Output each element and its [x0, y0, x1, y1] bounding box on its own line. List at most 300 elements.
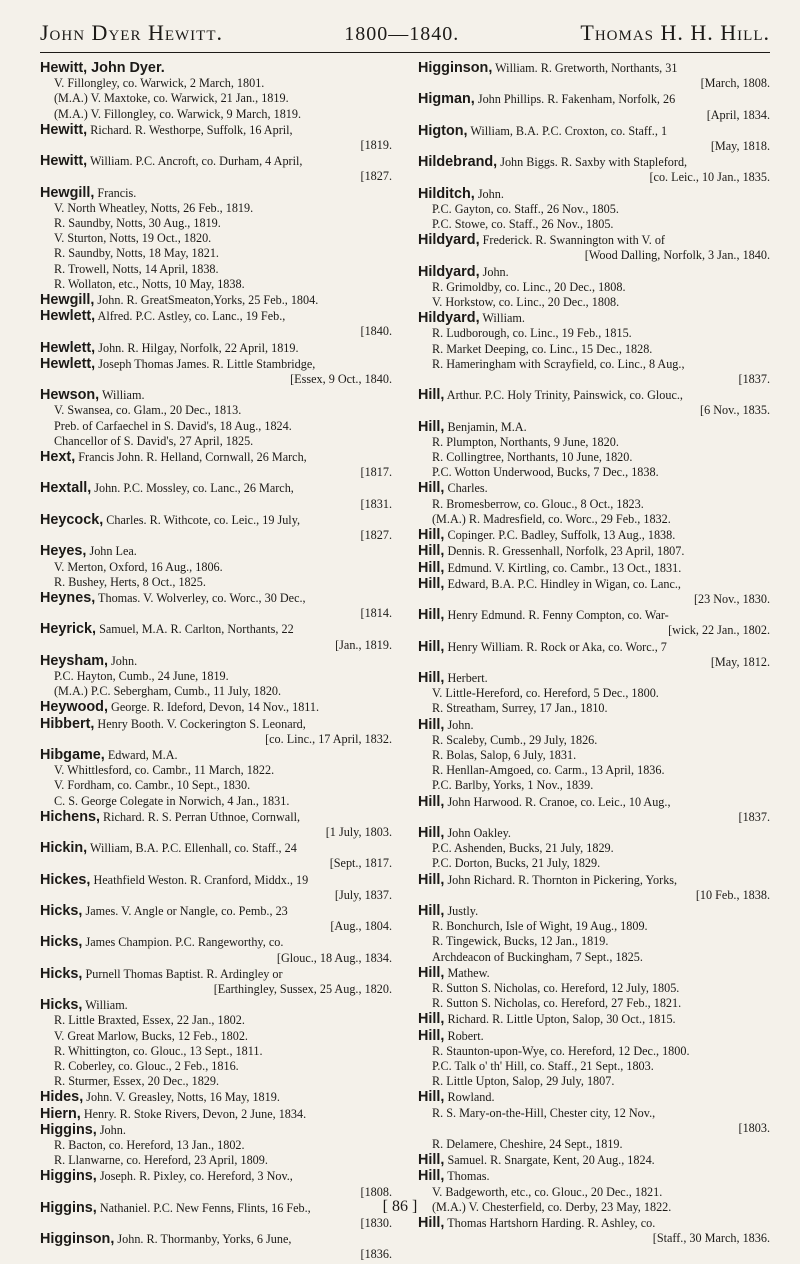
appointment-line: P.C. Barlby, Yorks, 1 Nov., 1839. — [432, 778, 594, 793]
appointment-line: (M.A.) V. Maxtoke, co. Warwick, 21 Jan., 1819. — [54, 91, 289, 106]
entry-text: Richard. R. S. Perran Uthnoe, Cornwall, — [99, 809, 301, 824]
date-continuation: [March, 1808. — [700, 76, 770, 91]
register-entry — [40, 748, 392, 809]
entry-text: Copinger. P.C. Badley, Suffolk, 13 Aug., 1838. — [444, 528, 676, 543]
appointment-line: (M.A.) R. Madresfield, co. Worc., 29 Feb., 1832. — [432, 511, 671, 526]
clergy-name: Heywood, — [40, 699, 108, 716]
entry-text: John. — [474, 186, 504, 201]
appointment-line: R. Little Braxted, Essex, 22 Jan., 1802. — [54, 1013, 245, 1028]
clergy-name: Heyes, — [40, 543, 87, 560]
clergy-name: Hill, — [418, 716, 445, 733]
register-entry — [40, 293, 392, 308]
entry-heading — [40, 591, 392, 606]
register-entry — [40, 1232, 392, 1262]
entry-text: William. R. Gretworth, Northants, 31 — [492, 61, 678, 75]
entry-heading — [40, 1169, 392, 1184]
date-continuation: [May, 1812. — [710, 654, 770, 669]
register-entry — [418, 124, 770, 154]
entry-heading — [418, 966, 770, 981]
register-entry — [40, 1169, 392, 1199]
entry-heading — [40, 967, 392, 982]
appointment-line: P.C. Dorton, Bucks, 21 July, 1829. — [432, 856, 601, 871]
date-continuation: [Glouc., 18 Aug., 1834. — [276, 950, 392, 965]
entry-heading — [40, 293, 392, 308]
entry-text: Charles. R. Withcote, co. Leic., 19 July, — [103, 512, 301, 527]
appointment-line: R. Saundby, Notts, 18 May, 1821. — [54, 246, 219, 261]
running-header — [40, 20, 770, 53]
entry-heading — [40, 481, 392, 496]
entry-heading — [418, 561, 770, 576]
entry-heading — [418, 528, 770, 543]
date-continuation: [1840. — [360, 324, 392, 339]
register-entry — [40, 998, 392, 1089]
entry-heading — [418, 795, 770, 810]
register-entry — [40, 841, 392, 871]
register-entry — [418, 671, 770, 717]
appointment-line: V. Merton, Oxford, 16 Aug., 1806. — [54, 559, 223, 574]
date-continuation: [co. Leic., 10 Jan., 1835. — [649, 170, 770, 185]
register-entry — [40, 154, 392, 184]
date-continuation: [1837. — [738, 372, 770, 387]
entry-heading — [418, 233, 770, 248]
clergy-name: Hides, — [40, 1089, 84, 1106]
register-entry — [418, 388, 770, 418]
date-continuation: [co. Linc., 17 April, 1832. — [265, 731, 392, 746]
clergy-name: Hibgame, — [40, 746, 105, 763]
register-entry — [40, 450, 392, 480]
entry-heading — [418, 1012, 770, 1027]
entry-text: John. — [108, 653, 138, 668]
entry-text: William. P.C. Ancroft, co. Durham, 4 April, — [87, 154, 303, 169]
clergy-name: Hill, — [418, 669, 445, 686]
entry-heading — [418, 1216, 770, 1231]
entry-heading — [418, 608, 770, 623]
entry-heading — [40, 1123, 392, 1138]
entry-text: Edmund. V. Kirtling, co. Cambr., 13 Oct., 1831. — [444, 560, 682, 575]
register-entry — [418, 1090, 770, 1136]
appointment-line: R. Bromesberrow, co. Glouc., 8 Oct., 1823. — [432, 496, 644, 511]
register-entry — [418, 61, 770, 91]
entry-text: John Harwood. R. Cranoe, co. Leic., 10 Aug., — [444, 794, 671, 809]
entry-text: John Lea. — [86, 544, 137, 559]
entry-text: William. — [99, 388, 145, 403]
entry-text: Alfred. P.C. Astley, co. Lanc., 19 Feb., — [95, 309, 286, 324]
entry-heading — [40, 154, 392, 169]
register-entry — [418, 904, 770, 965]
register-entry — [40, 123, 392, 153]
entry-heading — [40, 544, 392, 559]
clergy-name: Hill, — [418, 543, 445, 560]
register-entry — [418, 481, 770, 527]
entry-text: John. — [96, 1122, 126, 1137]
header-left: John Dyer Hewitt. — [40, 20, 223, 45]
entry-heading — [418, 718, 770, 733]
appointment-line: (M.A.) V. Chesterfield, co. Derby, 23 May, 1822. — [432, 1199, 672, 1214]
register-entry — [418, 795, 770, 825]
entry-text: Henry Edmund. R. Fenny Compton, co. War- — [444, 608, 669, 623]
clergy-name: Hext, — [40, 449, 76, 466]
clergy-name: Hilditch, — [418, 185, 475, 202]
register-entry — [418, 966, 770, 1012]
clergy-name: Hewitt, John Dyer. — [40, 60, 165, 76]
appointment-line: R. Bushey, Herts, 8 Oct., 1825. — [54, 574, 206, 589]
appointment-line: V. Whittlesford, co. Cambr., 11 March, 1822. — [54, 763, 275, 778]
appointment-line: R. S. Mary-on-the-Hill, Chester city, 12 Nov., — [432, 1105, 656, 1120]
date-continuation: [Earthingley, Sussex, 25 Aug., 1820. — [213, 981, 392, 996]
date-continuation: [1817. — [360, 465, 392, 480]
register-entry — [418, 528, 770, 543]
entry-text: John Richard. R. Thornton in Pickering, Yorks, — [444, 872, 678, 887]
date-continuation: [May, 1818. — [710, 139, 770, 154]
appointment-line: C. S. George Colegate in Norwich, 4 Jan., 1831. — [54, 793, 290, 808]
register-entry — [40, 309, 392, 339]
clergy-name: Hill, — [418, 1011, 445, 1028]
entry-heading — [40, 1232, 392, 1247]
appointment-line: R. Ludborough, co. Linc., 19 Feb., 1815. — [432, 326, 632, 341]
date-continuation: [1819. — [360, 138, 392, 153]
entry-text: Arthur. P.C. Holy Trinity, Painswick, co. Glouc., — [444, 388, 683, 403]
header-right: Thomas H. H. Hill. — [580, 20, 770, 45]
register-entry — [418, 92, 770, 122]
entry-text: Edward, B.A. P.C. Hindley in Wigan, co. Lanc., — [444, 576, 681, 591]
clergy-name: Hildyard, — [418, 232, 480, 249]
appointment-line: R. Bonchurch, Isle of Wight, 19 Aug., 1809. — [432, 919, 648, 934]
entry-text: Frederick. R. Swannington with V. of — [479, 233, 665, 248]
appointment-line: R. Trowell, Notts, 14 April, 1838. — [54, 261, 219, 276]
clergy-name: Hibbert, — [40, 715, 95, 732]
appointment-line: R. Sutton S. Nicholas, co. Hereford, 12 July, 1805. — [432, 980, 680, 995]
register-entry — [40, 622, 392, 652]
entry-text: Joseph. R. Pixley, co. Hereford, 3 Nov., — [96, 1169, 293, 1184]
clergy-name: Hill, — [418, 1152, 445, 1169]
entry-text: John. V. Greasley, Notts, 16 May, 1819. — [83, 1090, 280, 1105]
clergy-name: Hextall, — [40, 480, 92, 497]
entry-heading — [418, 1153, 770, 1168]
entry-text: Richard. R. Little Upton, Salop, 30 Oct., 1815. — [444, 1012, 676, 1027]
clergy-name: Hewlett, — [40, 308, 96, 325]
entry-text: Joseph Thomas James. R. Little Stambridge, — [95, 356, 316, 371]
register-entry — [418, 1137, 770, 1152]
register-entry — [418, 561, 770, 576]
appointment-line: V. Great Marlow, Bucks, 12 Feb., 1802. — [54, 1028, 248, 1043]
entry-heading — [40, 654, 392, 669]
clergy-name: Hill, — [418, 902, 445, 919]
appointment-line: V. Horkstow, co. Linc., 20 Dec., 1808. — [432, 295, 620, 310]
entry-heading — [40, 998, 392, 1013]
register-entry — [40, 700, 392, 715]
register-entry — [418, 577, 770, 607]
entry-text: Henry. R. Stoke Rivers, Devon, 2 June, 1834. — [80, 1106, 307, 1121]
register-entry — [418, 233, 770, 263]
clergy-name: Hewgill, — [40, 292, 95, 309]
entry-heading — [40, 186, 392, 201]
entry-columns — [40, 61, 770, 1264]
register-entry — [40, 1107, 392, 1122]
date-continuation: [1827. — [360, 169, 392, 184]
register-entry — [418, 718, 770, 794]
register-entry — [40, 717, 392, 747]
entry-heading — [418, 1029, 770, 1044]
date-continuation: [Aug., 1804. — [330, 919, 392, 934]
entry-heading — [40, 341, 392, 356]
clergy-name: Heynes, — [40, 589, 96, 606]
register-entry — [40, 967, 392, 997]
appointment-line: R. Grimoldby, co. Linc., 20 Dec., 1808. — [432, 279, 626, 294]
clergy-name: Hill, — [418, 607, 445, 624]
appointment-line: R. Tingewick, Bucks, 12 Jan., 1819. — [432, 934, 609, 949]
clergy-name: Hicks, — [40, 902, 83, 919]
entry-heading — [40, 717, 392, 732]
appointment-line: P.C. Gayton, co. Staff., 26 Nov., 1805. — [432, 201, 619, 216]
clergy-name: Hildyard, — [418, 310, 480, 327]
clergy-name: Hill, — [418, 387, 445, 404]
appointment-line: R. Scaleby, Cumb., 29 July, 1826. — [432, 732, 598, 747]
register-entry — [418, 640, 770, 670]
entry-heading — [40, 810, 392, 825]
date-continuation: [wick, 22 Jan., 1802. — [668, 623, 770, 638]
register-entry — [40, 591, 392, 621]
clergy-name: Hewson, — [40, 387, 100, 404]
clergy-name: Hill, — [418, 824, 445, 841]
clergy-name: Hichens, — [40, 808, 100, 825]
appointment-line: R. Collingtree, Northants, 10 June, 1820. — [432, 450, 633, 465]
left-column — [40, 61, 392, 1264]
entry-text: Nathaniel. P.C. New Fenns, Flints, 16 Feb., — [96, 1200, 311, 1215]
appointment-line: R. Wollaton, etc., Notts, 10 May, 1838. — [54, 276, 245, 291]
register-entry — [418, 265, 770, 311]
entry-heading — [418, 904, 770, 919]
register-entry — [40, 654, 392, 700]
entry-text: John. R. GreatSmeaton,Yorks, 25 Feb., 1804. — [94, 293, 319, 308]
clergy-name: Higgins, — [40, 1121, 97, 1138]
register-entry — [418, 1153, 770, 1168]
date-continuation: [Jan., 1819. — [335, 637, 392, 652]
clergy-name: Hill, — [418, 871, 445, 888]
appointment-line: (M.A.) P.C. Sebergham, Cumb., 11 July, 1820. — [54, 684, 282, 699]
register-entry — [40, 1090, 392, 1105]
date-continuation: [Essex, 9 Oct., 1840. — [290, 372, 392, 387]
entry-heading — [40, 841, 392, 856]
entry-text: John. R. Hilgay, Norfolk, 22 April, 1819. — [95, 340, 299, 355]
register-entry — [40, 61, 392, 122]
entry-text: John Oakley. — [444, 825, 511, 840]
entry-text: John Phillips. R. Fakenham, Norfolk, 26 — [474, 92, 676, 107]
clergy-name: Hewitt, — [40, 121, 88, 138]
appointment-line: R. Market Deeping, co. Linc., 15 Dec., 1828. — [432, 341, 653, 356]
clergy-name: Higginson, — [40, 1231, 115, 1248]
entry-heading — [40, 1107, 392, 1122]
entry-heading — [418, 671, 770, 686]
appointment-line: R. Little Upton, Salop, 29 July, 1807. — [432, 1074, 615, 1089]
clergy-name: Hill, — [418, 527, 445, 544]
register-entry — [40, 341, 392, 356]
entry-text: James Champion. P.C. Rangeworthy, co. — [82, 935, 284, 950]
register-entry — [40, 1123, 392, 1169]
clergy-name: Higton, — [418, 122, 468, 139]
date-continuation: [23 Nov., 1830. — [693, 591, 770, 606]
clergy-name: Higman, — [418, 91, 475, 108]
appointment-line: R. Saundby, Notts, 30 Aug., 1819. — [54, 216, 221, 231]
entry-heading — [418, 388, 770, 403]
entry-heading — [40, 357, 392, 372]
register-entry — [40, 357, 392, 387]
appointment-line: V. Swansea, co. Glam., 20 Dec., 1813. — [54, 403, 242, 418]
entry-heading — [40, 622, 392, 637]
date-continuation: [1830. — [360, 1216, 392, 1231]
date-continuation: [1837. — [738, 809, 770, 824]
entry-heading — [40, 904, 392, 919]
entry-text: William, B.A. P.C. Croxton, co. Staff., 1 — [467, 123, 668, 138]
clergy-name: Hill, — [418, 418, 445, 435]
clergy-name: Higginson, — [418, 60, 493, 76]
entry-heading — [418, 577, 770, 592]
register-entry — [40, 935, 392, 965]
register-entry — [418, 420, 770, 481]
register-entry — [418, 1216, 770, 1246]
entry-text: Thomas Hartshorn Harding. R. Ashley, co. — [444, 1216, 656, 1231]
clergy-name: Hill, — [418, 480, 445, 497]
entry-text: Thomas. V. Wolverley, co. Worc., 30 Dec., — [95, 590, 306, 605]
clergy-name: Hewlett, — [40, 339, 96, 356]
clergy-name: Hewitt, — [40, 153, 88, 170]
clergy-name: Hill, — [418, 575, 445, 592]
clergy-name: Hiern, — [40, 1105, 81, 1122]
entry-heading — [418, 481, 770, 496]
appointment-line: R. Staunton-upon-Wye, co. Hereford, 12 Dec., 1800. — [432, 1043, 690, 1058]
register-entry — [418, 826, 770, 872]
date-continuation: [Staff., 30 March, 1836. — [652, 1231, 770, 1246]
date-continuation: [1831. — [360, 496, 392, 511]
entry-text: John. — [479, 264, 509, 279]
entry-heading — [40, 935, 392, 950]
entry-text: Richard. R. Westhorpe, Suffolk, 16 April, — [87, 122, 293, 137]
entry-text: Herbert. — [444, 670, 488, 685]
appointment-line: R. Hameringham with Scrayfield, co. Linc., 8 Aug., — [432, 356, 685, 371]
register-entry — [40, 904, 392, 934]
entry-text: John. R. Thormanby, Yorks, 6 June, — [114, 1232, 292, 1247]
date-continuation: [10 Feb., 1838. — [695, 887, 770, 902]
appointment-line: P.C. Stowe, co. Staff., 26 Nov., 1805. — [432, 217, 614, 232]
clergy-name: Hickes, — [40, 871, 91, 888]
appointment-line: V. Sturton, Notts, 19 Oct., 1820. — [54, 231, 212, 246]
register-entry — [40, 481, 392, 511]
appointment-line: R. Streatham, Surrey, 17 Jan., 1810. — [432, 701, 608, 716]
register-entry — [418, 1029, 770, 1090]
appointment-line: R. Henllan-Amgoed, co. Carm., 13 April, 1836. — [432, 763, 665, 778]
clergy-name: Hill, — [418, 1168, 445, 1185]
clergy-name: Hicks, — [40, 997, 83, 1014]
appointment-line: P.C. Talk o' th' Hill, co. Staff., 21 Sept., 1803. — [432, 1059, 654, 1073]
entry-text: Edward, M.A. — [104, 747, 178, 762]
date-continuation: [6 Nov., 1835. — [700, 403, 770, 418]
entry-heading — [418, 265, 770, 280]
appointment-line: P.C. Hayton, Cumb., 24 June, 1819. — [54, 668, 229, 683]
appointment-line: R. Plumpton, Northants, 9 June, 1820. — [432, 434, 619, 449]
register-entry — [418, 873, 770, 903]
clergy-name: Heysham, — [40, 652, 108, 669]
entry-heading — [40, 309, 392, 324]
entry-heading — [40, 700, 392, 715]
clergy-name: Hickin, — [40, 840, 88, 857]
date-continuation: [1827. — [360, 528, 392, 543]
entry-text: Benjamin, M.A. — [444, 419, 527, 434]
entry-text: Charles. — [444, 481, 488, 496]
entry-heading — [40, 123, 392, 138]
page-number: [ 86 ] — [382, 1198, 418, 1215]
register-entry — [418, 311, 770, 387]
appointment-line: Preb. of Carfaechel in S. David's, 18 Aug., 1824. — [54, 418, 292, 433]
register-entry — [40, 388, 392, 449]
entry-text: Francis John. R. Helland, Cornwall, 26 March, — [75, 450, 307, 465]
clergy-name: Hill, — [418, 638, 445, 655]
entry-text: George. R. Ideford, Devon, 14 Nov., 1811. — [107, 700, 320, 715]
entry-text: Samuel. R. Snargate, Kent, 20 Aug., 1824. — [444, 1153, 655, 1168]
appointment-line: R. Llanwarne, co. Hereford, 23 April, 1809. — [54, 1153, 268, 1168]
clergy-name: Hicks, — [40, 934, 83, 951]
appointment-line: V. North Wheatley, Notts, 26 Feb., 1819. — [54, 200, 254, 215]
entry-heading — [40, 61, 392, 76]
appointment-line: R. Sturmer, Essex, 20 Dec., 1829. — [54, 1074, 220, 1089]
clergy-name: Higgins, — [40, 1168, 97, 1185]
appointment-line: R. Bacton, co. Hereford, 13 Jan., 1802. — [54, 1138, 245, 1153]
register-entry — [418, 1012, 770, 1027]
entry-text: James. V. Angle or Nangle, co. Pemb., 23 — [82, 903, 288, 918]
appointment-line: V. Little-Hereford, co. Hereford, 5 Dec., 1800. — [432, 686, 659, 701]
entry-text: Justly. — [444, 903, 479, 918]
entry-text: John. P.C. Mossley, co. Lanc., 26 March, — [91, 481, 294, 496]
entry-heading — [40, 450, 392, 465]
clergy-name: Hewlett, — [40, 355, 96, 372]
date-continuation: [1 July, 1803. — [325, 824, 392, 839]
entry-heading — [40, 388, 392, 403]
appointment-line: (M.A.) V. Fillongley, co. Warwick, 9 March, 1819. — [54, 106, 302, 121]
clergy-name: Hill, — [418, 964, 445, 981]
appointment-line: V. Fillongley, co. Warwick, 2 March, 1801. — [54, 76, 265, 91]
clergy-name: Hill, — [418, 559, 445, 576]
appointment-line: R. Coberley, co. Glouc., 2 Feb., 1816. — [54, 1059, 239, 1073]
appointment-line: R. Whittington, co. Glouc., 13 Sept., 1811. — [54, 1043, 263, 1058]
clergy-name: Heyrick, — [40, 621, 97, 638]
date-continuation: [Wood Dalling, Norfolk, 3 Jan., 1840. — [584, 248, 770, 263]
entry-text: Thomas. — [444, 1169, 490, 1184]
clergy-name: Higgins, — [40, 1199, 97, 1216]
register-entry — [40, 873, 392, 903]
entry-heading — [418, 155, 770, 170]
entry-text: Henry William. R. Rock or Aka, co. Worc., 7 — [444, 639, 667, 654]
date-continuation: [April, 1834. — [706, 107, 770, 122]
entry-text: Heathfield Weston. R. Cranford, Middx., 19 — [90, 872, 309, 887]
entry-text: William. — [479, 311, 525, 326]
register-entry — [40, 544, 392, 590]
entry-heading — [418, 640, 770, 655]
entry-heading — [418, 826, 770, 841]
appointment-line: P.C. Wotton Underwood, Bucks, 7 Dec., 1838. — [432, 465, 659, 480]
entry-text: Purnell Thomas Baptist. R. Ardingley or — [82, 966, 283, 981]
clergy-name: Hewgill, — [40, 184, 95, 201]
header-date-range: 1800—1840. — [344, 23, 460, 45]
entry-text: Henry Booth. V. Cockerington S. Leonard, — [94, 716, 306, 731]
entry-heading — [418, 124, 770, 139]
entry-text: Mathew. — [444, 965, 490, 980]
clergy-name: Hill, — [418, 1027, 445, 1044]
date-continuation: [1803. — [738, 1120, 770, 1135]
appointment-line: R. Delamere, Cheshire, 24 Sept., 1819. — [432, 1137, 623, 1152]
clergy-name: Hildebrand, — [418, 154, 498, 171]
clergy-name: Hill, — [418, 1089, 445, 1106]
entry-heading — [418, 61, 770, 76]
entry-heading — [418, 1090, 770, 1105]
clergy-name: Hill, — [418, 1215, 445, 1232]
